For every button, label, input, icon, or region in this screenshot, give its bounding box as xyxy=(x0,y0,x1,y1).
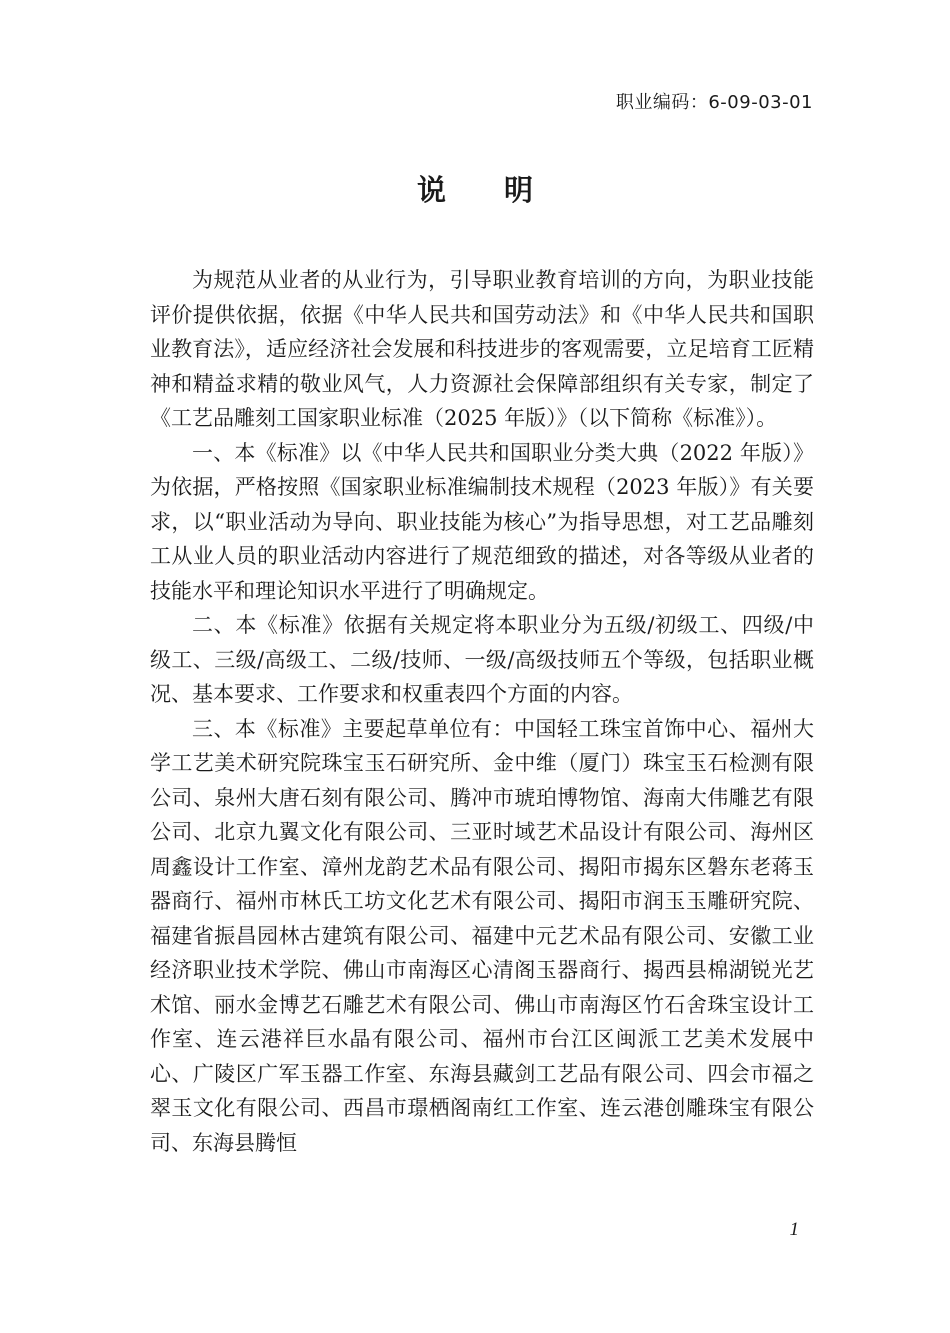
paragraph-section-1: 一、本《标准》以《中华人民共和国职业分类大典（2022 年版）》为依据，严格按照《国家职业标准编制技术规程（2023 年版）》有关要求，以“职业活动为导向、职业技能为核心”为指导思想，对工艺品雕刻工从业人员的职业活动内容进行了规范细致的描述，对各等级从业者的技能水平和理论知识水平进行了明确规定。 xyxy=(150,440,814,603)
intro-paragraph: 为规范从业者的从业行为，引导职业教育培训的方向，为职业技能评价提供依据，依据《中华人民共和国劳动法》和《中华人民共和国职业教育法》，适应经济社会发展和科技进步的客观需要，立足培育工匠精神和精益求精的敬业风气，人力资源社会保障部组织有关专家，制定了《工艺品雕刻工国家职业标准（2025 年版）》（以下简称《标准》）。 xyxy=(150,268,814,430)
page-number: 1 xyxy=(789,1219,799,1240)
occupation-code: 职业编码：6-09-03-01 xyxy=(615,92,813,113)
page-title: 说明 xyxy=(416,173,591,207)
document-body xyxy=(150,263,814,1160)
paragraph-section-2: 二、本《标准》依据有关规定将本职业分为五级/初级工、四级/中级工、三级/高级工、二级/技师、一级/高级技师五个等级，包括职业概况、基本要求、工作要求和权重表四个方面的内容。 xyxy=(150,613,814,706)
paragraph-section-3: 三、本《标准》主要起草单位有：中国轻工珠宝首饰中心、福州大学工艺美术研究院珠宝玉石研究所、金中维（厦门）珠宝玉石检测有限公司、泉州大唐石刻有限公司、腾冲市琥珀博物馆、海南大伟雕艺有限公司、北京九翼文化有限公司、三亚时域艺术品设计有限公司、海州区周鑫设计工作室、漳州龙韵艺术品有限公司、揭阳市揭东区磐东老蒋玉器商行、福州市林氏工坊文化艺术有限公司、揭阳市润玉玉雕研究院、福建省振昌园林古建筑有限公司、福建中元艺术品有限公司、安徽工业经济职业技术学院、佛山市南海区心清阁玉器商行、揭西县棉湖锐光艺术馆、丽水金博艺石雕艺术有限公司、佛山市南海区竹石舍珠宝设计工作室、连云港祥巨水晶有限公司、福州市台江区闽派工艺美术发展中心、广陵区广军玉器工作室、东海县藏剑工艺品有限公司、四会市福之翠玉文化有限公司、西昌市璟栖阁南红工作室、连云港创雕珠宝有限公司、东海县腾恒 xyxy=(150,716,814,1155)
